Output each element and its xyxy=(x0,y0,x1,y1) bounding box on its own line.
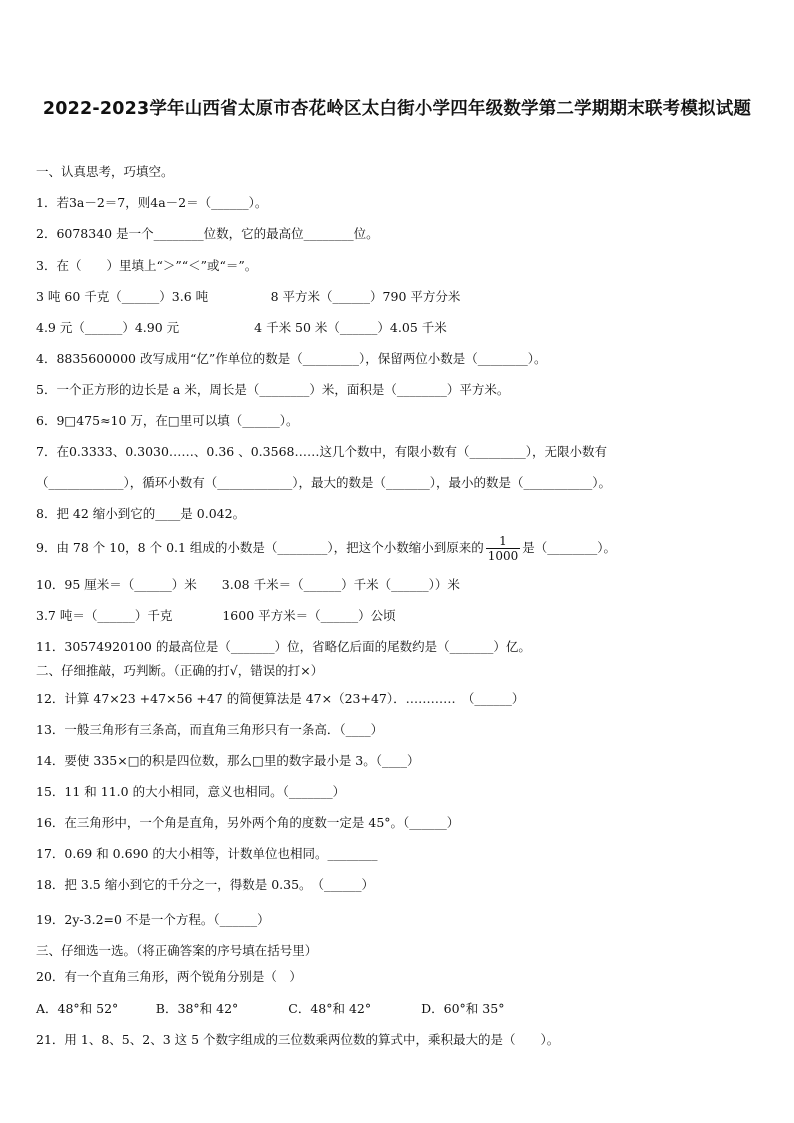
fraction-denominator: 1000 xyxy=(487,549,519,563)
question-9 xyxy=(36,534,616,563)
question-13: 13．一般三角形有三条高，而直角三角形只有一条高．（____） xyxy=(36,722,384,737)
fraction-numerator: 1 xyxy=(499,534,507,548)
question-18: 18．把 3.5 缩小到它的千分之一，得数是 0.35。 （______） xyxy=(36,877,375,892)
question-2: 2．6078340 是一个________位数，它的最高位________位。 xyxy=(36,226,379,241)
question-7: 7．在0.3333、0.3030……、0.36 、0.3568……这几个数中，有限小数有（_________），无限小数有 xyxy=(36,444,607,459)
question-11: 11．30574920100 的最高位是（_______）位，省略亿后面的尾数约是（_______）亿。 xyxy=(36,639,531,654)
question-20: 20．有一个直角三角形，两个锐角分别是（ ） xyxy=(36,969,302,984)
question-21: 21．用 1、8、5、2、3 这 5 个数字组成的三位数乘两位数的算式中，乘积最大的是（ ）。 xyxy=(36,1032,560,1047)
question-17: 17．0.69 和 0.690 的大小相等，计数单位也相同。________ xyxy=(36,846,378,861)
section-heading-judge: 二、仔细推敲，巧判断。（正确的打√，错误的打×） xyxy=(36,663,324,678)
question-14: 14．要使 335×□的积是四位数，那么□里的数字最小是 3。（____） xyxy=(36,753,420,768)
question-10-row-a: 10．95 厘米＝（______）米 3.08 千米＝（______）千米（______））米 xyxy=(36,577,460,592)
fraction xyxy=(486,534,521,563)
section-heading-choice: 三、仔细选一选。（将正确答案的序号填在括号里） xyxy=(36,943,318,958)
question-6: 6．9□475≈10 万，在□里可以填（______）。 xyxy=(36,413,299,428)
question-9-text: 9．由 78 个 10，8 个 0.1 组成的小数是（________），把这个小数缩小到原来的 xyxy=(36,540,484,555)
question-5: 5．一个正方形的边长是 a 米，周长是（________）米，面积是（________）平方米。 xyxy=(36,382,510,397)
question-10-row-b: 3.7 吨＝（______）千克 1600 平方米＝（______）公顷 xyxy=(36,608,396,623)
question-20-options: A．48°和 52° B．38°和 42° C．48°和 42° D．60°和 35° xyxy=(36,1001,505,1016)
question-4: 4．8835600000 改写成用“亿”作单位的数是（_________），保留两位小数是（________）。 xyxy=(36,351,547,366)
question-8: 8．把 42 缩小到它的____是 0.042。 xyxy=(36,506,246,521)
question-3: 3．在（ ）里填上“＞”“＜”或“＝”。 xyxy=(36,258,258,273)
question-12: 12．计算 47×23 +47×56 +47 的简便算法是 47×（23+47）．………… （______） xyxy=(36,691,525,706)
section-heading-fill: 一、认真思考，巧填空。 xyxy=(36,164,174,179)
question-1: 1．若3a－2＝7，则4a－2＝（______）。 xyxy=(36,195,268,210)
question-19: 19．2y-3.2=0 不是一个方程。（______） xyxy=(36,912,270,927)
question-9-tail: 是（________）。 xyxy=(522,540,617,555)
question-15: 15．11 和 11.0 的大小相同，意义也相同。（_______） xyxy=(36,784,346,799)
page-title: 2022-2023学年山西省太原市杏花岭区太白街小学四年级数学第二学期期末联考模拟试题 xyxy=(42,99,752,119)
question-7-continued: （____________），循环小数有（____________），最大的数是（_______），最小的数是（___________）。 xyxy=(36,475,612,490)
question-16: 16．在三角形中，一个角是直角，另外两个角的度数一定是 45°。（______） xyxy=(36,815,460,830)
question-3-row-a: 3 吨 60 千克（______）3.6 吨 8 平方米（______）790 平方分米 xyxy=(36,289,461,304)
question-3-row-b: 4.9 元（______）4.90 元 4 千米 50 米（______）4.05 千米 xyxy=(36,320,447,335)
